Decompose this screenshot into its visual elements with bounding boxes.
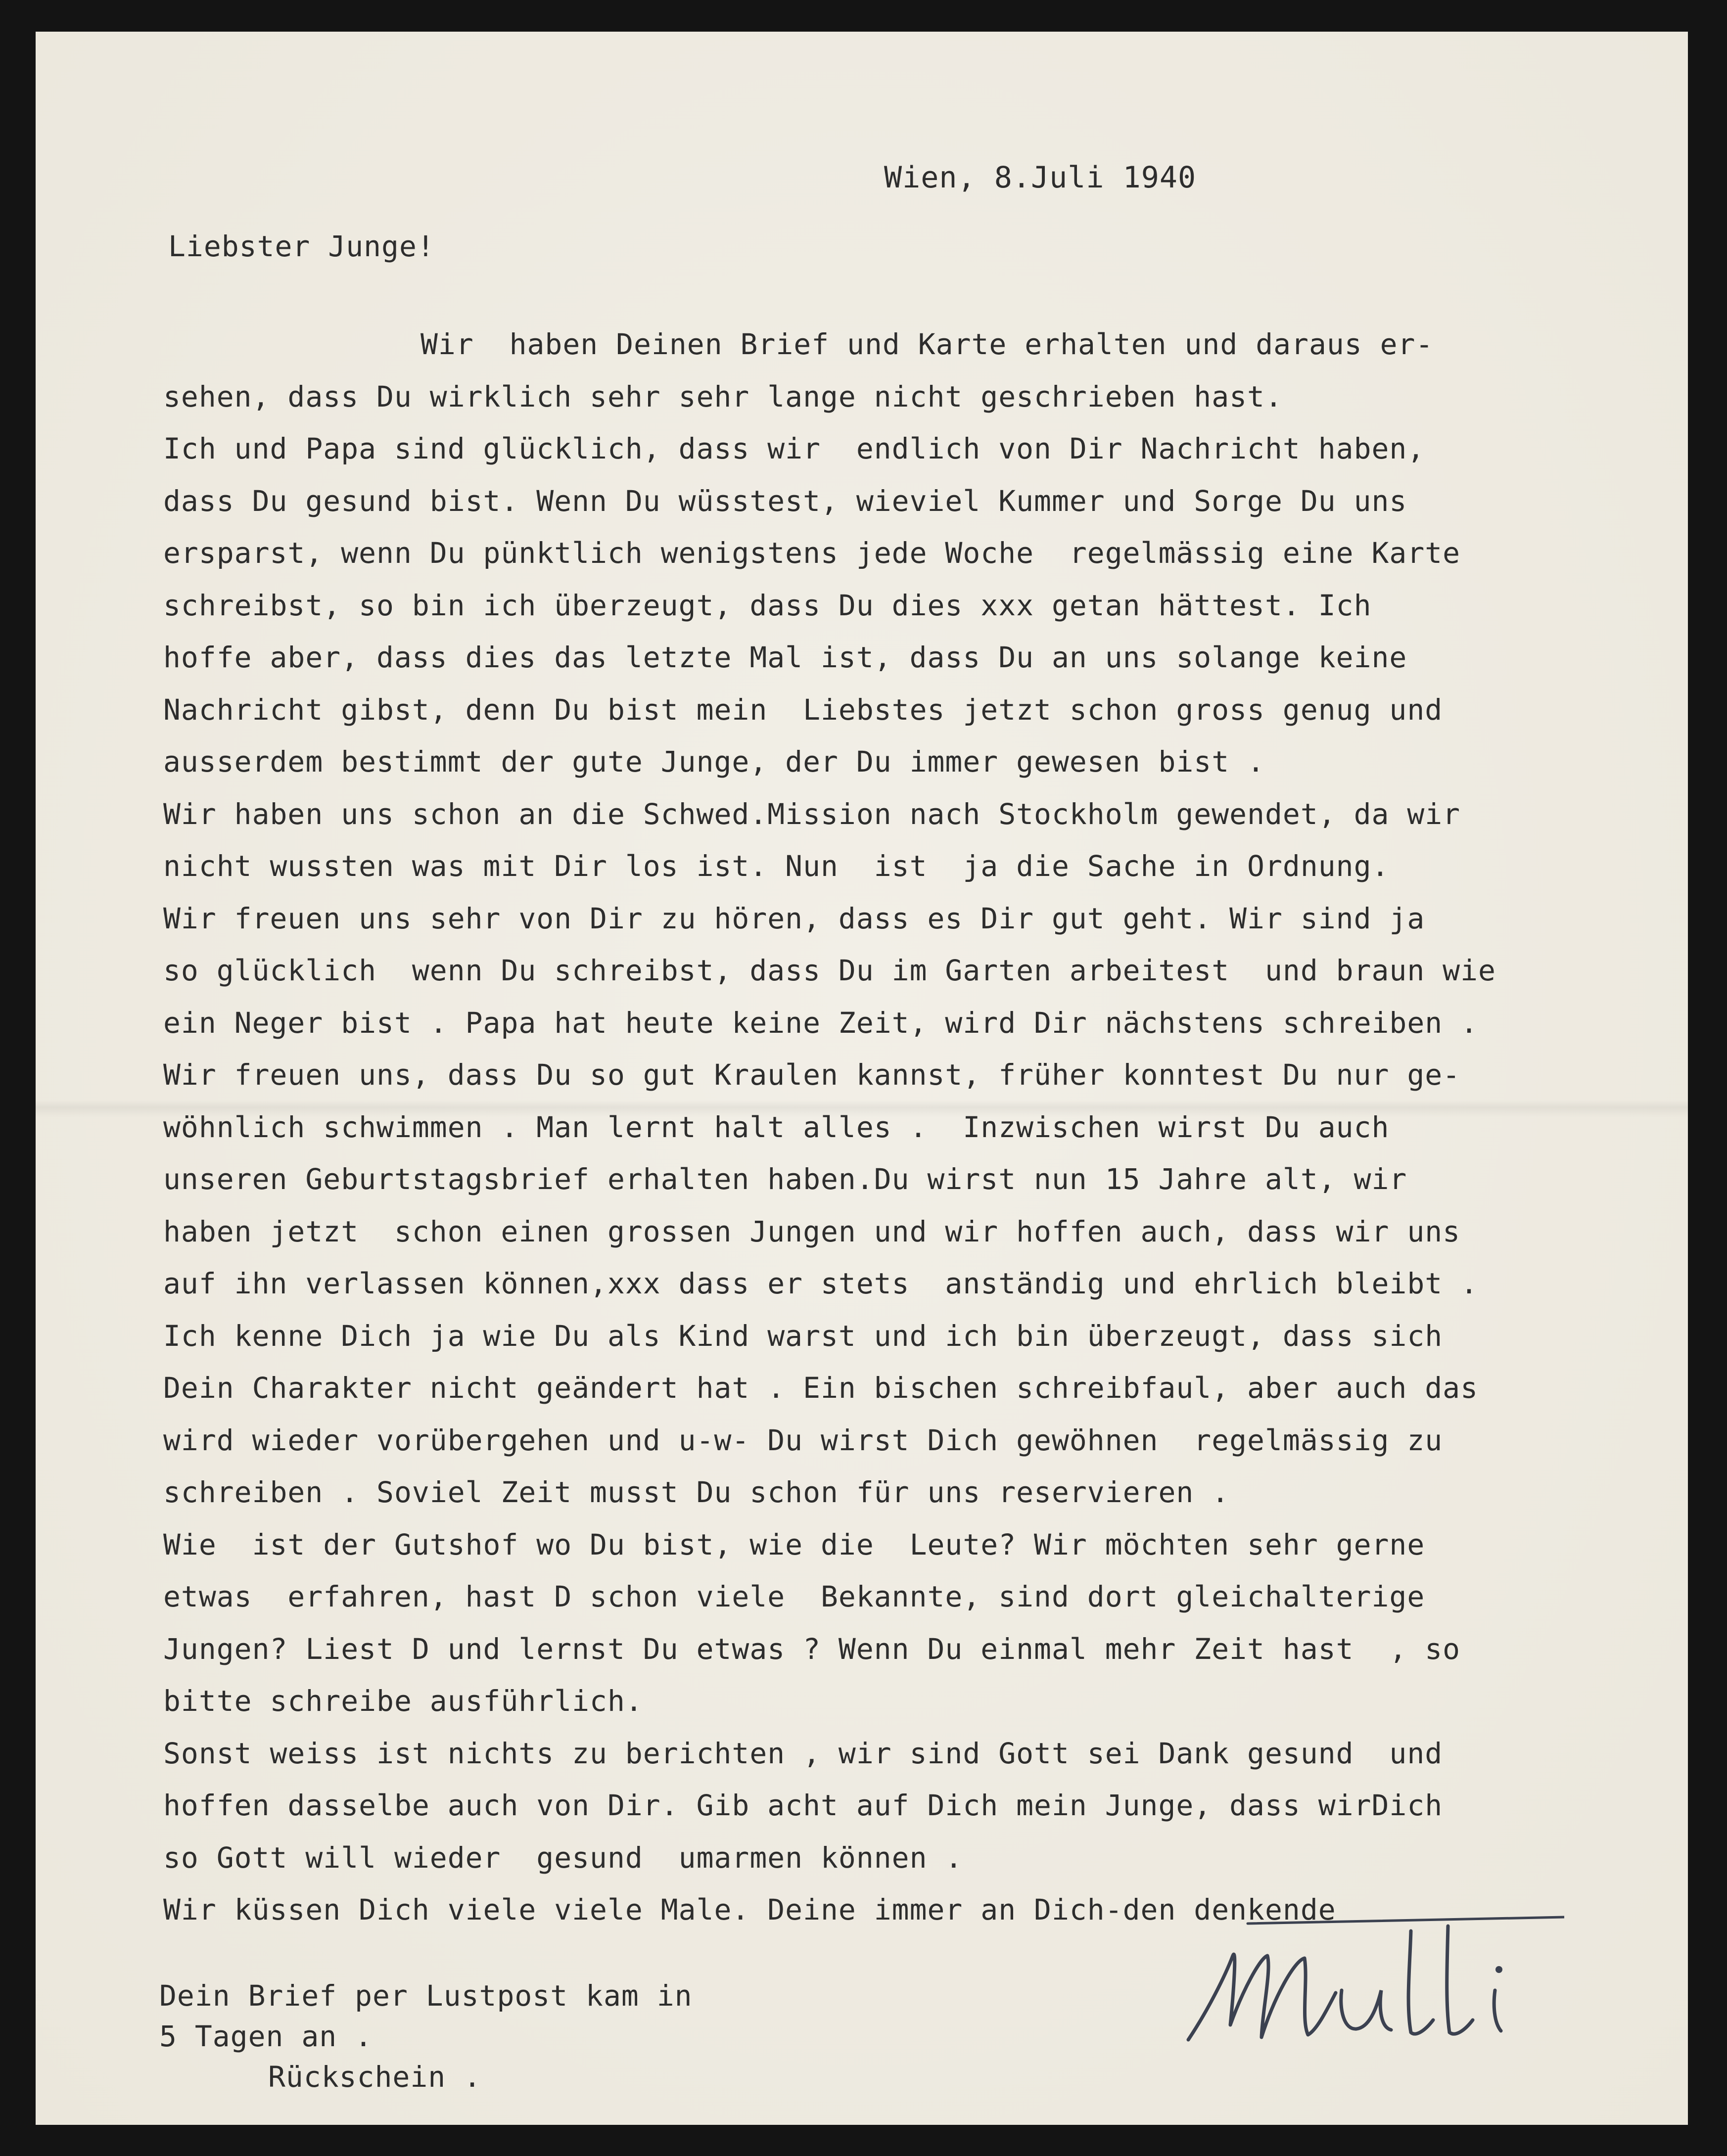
body-line: wöhnlich schwimmen . Man lernt halt alles . Inzwischen wirst Du auch [163, 1110, 1390, 1144]
body-line: schreibst, so bin ich überzeugt, dass Du dies xxx getan hättest. Ich [163, 588, 1372, 622]
body-line: etwas erfahren, hast D schon viele Bekannte, sind dort gleichalterige [163, 1580, 1425, 1613]
body-line: Sonst weiss ist nichts zu berichten , wir sind Gott sei Dank gesund und [163, 1736, 1443, 1770]
body-line: unseren Geburtstagsbrief erhalten haben.Du wirst nun 15 Jahre alt, wir [163, 1162, 1407, 1196]
letter-date: Wien, 8.Juli 1940 [884, 160, 1197, 195]
body-line: Wie ist der Gutshof wo Du bist, wie die Leute? Wir möchten sehr gerne [163, 1527, 1425, 1561]
body-line: ein Neger bist . Papa hat heute keine Zeit, wird Dir nächstens schreiben . [163, 1006, 1479, 1040]
body-line: wird wieder vorübergehen und u-w- Du wirst Dich gewöhnen regelmässig zu [163, 1423, 1443, 1457]
body-line: ersparst, wenn Du pünktlich wenigstens jede Woche regelmässig eine Karte [163, 536, 1461, 570]
body-line: hoffe aber, dass dies das letzte Mal ist, dass Du an uns solange keine [163, 641, 1407, 674]
body-line: haben jetzt schon einen grossen Jungen und wir hoffen auch, dass wir uns [163, 1214, 1461, 1248]
body-line: sehen, dass Du wirklich sehr sehr lange nicht geschrieben hast. [163, 379, 1283, 413]
body-line: Wir haben uns schon an die Schwed.Mission nach Stockholm gewendet, da wir [163, 797, 1461, 831]
body-line: Dein Charakter nicht geändert hat . Ein bischen schreibfaul, aber auch das [163, 1371, 1479, 1405]
body-line: Nachricht gibst, denn Du bist mein Liebstes jetzt schon gross genug und [163, 692, 1443, 727]
body-line: hoffen dasselbe auch von Dir. Gib acht auf Dich mein Junge, dass wirDich [163, 1789, 1443, 1822]
body-line: nicht wussten was mit Dir los ist. Nun ist ja die Sache in Ordnung. [163, 849, 1390, 883]
handwritten-signature [1178, 1911, 1564, 2074]
body-line: Wir haben Deinen Brief und Karte erhalten und daraus er- [420, 327, 1434, 361]
postscript-line: 5 Tagen an . [159, 2019, 373, 2053]
body-line: Ich kenne Dich ja wie Du als Kind warst und ich bin überzeugt, dass sich [163, 1319, 1443, 1353]
typewritten-text [36, 32, 1688, 2125]
postscript [159, 1975, 693, 2097]
postscript-line: Rückschein . [268, 2060, 482, 2094]
letter-body [163, 319, 1496, 1936]
body-line: schreiben . Soviel Zeit musst Du schon für uns reservieren . [163, 1475, 1230, 1509]
body-line: Jungen? Liest D und lernst Du etwas ? Wenn Du einmal mehr Zeit hast , so [163, 1632, 1461, 1666]
postscript-line: Dein Brief per Lustpost kam in [159, 1979, 693, 2013]
body-line: so Gott will wieder gesund umarmen können . [163, 1840, 963, 1875]
body-line: Wir freuen uns, dass Du so gut Kraulen kannst, früher konntest Du nur ge- [163, 1058, 1461, 1092]
body-line: Wir küssen Dich viele viele Male. Deine immer an Dich-den denkende [163, 1893, 1336, 1927]
letter-sheet [36, 32, 1688, 2125]
body-line: Ich und Papa sind glücklich, dass wir endlich von Dir Nachricht haben, [163, 432, 1425, 465]
body-line: dass Du gesund bist. Wenn Du wüsstest, wieviel Kummer und Sorge Du uns [163, 484, 1407, 518]
body-line: ausserdem bestimmt der gute Junge, der Du immer gewesen bist . [163, 745, 1265, 779]
body-line: so glücklich wenn Du schreibst, dass Du im Garten arbeitest und braun wie [163, 954, 1496, 987]
body-line: auf ihn verlassen können,xxx dass er stets anständig und ehrlich bleibt . [163, 1267, 1479, 1300]
salutation: Liebster Junge! [168, 229, 435, 263]
body-line: Wir freuen uns sehr von Dir zu hören, dass es Dir gut geht. Wir sind ja [163, 901, 1425, 935]
body-line: bitte schreibe ausführlich. [163, 1684, 643, 1718]
